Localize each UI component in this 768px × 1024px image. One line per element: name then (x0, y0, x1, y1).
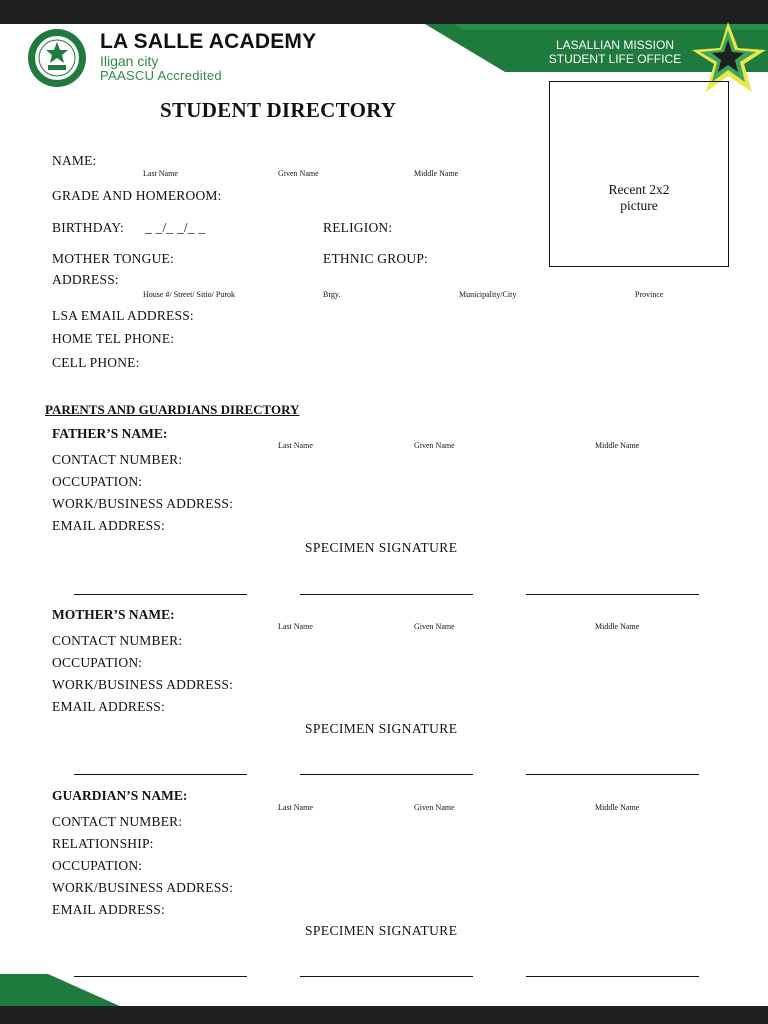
school-accreditation: PAASCU Accredited (100, 68, 222, 83)
mother-sub-middle: Middle Name (595, 622, 640, 631)
guardian-sub-middle: Middle Name (595, 803, 640, 812)
mother-work-address-label: WORK/BUSINESS ADDRESS: (52, 677, 234, 692)
photo-line1: Recent 2x2 (608, 182, 670, 197)
guardian-relationship-label: RELATIONSHIP: (52, 836, 154, 851)
mother-sub-last: Last Name (278, 622, 313, 631)
name-sub-middle: Middle Name (414, 169, 459, 178)
lsa-email-label: LSA EMAIL ADDRESS: (52, 308, 194, 323)
guardian-name-label: GUARDIAN’S NAME: (52, 788, 188, 803)
ethnic-group-label: ETHNIC GROUP: (323, 251, 428, 266)
mother-contact-label: CONTACT NUMBER: (52, 633, 183, 648)
father-occupation-label: OCCUPATION: (52, 474, 143, 489)
mother-tongue-label: MOTHER TONGUE: (52, 251, 174, 266)
mother-email-label: EMAIL ADDRESS: (52, 699, 165, 714)
address-label: ADDRESS: (52, 272, 119, 287)
mother-signature-line-2 (300, 774, 473, 775)
grade-homeroom-label: GRADE AND HOMEROOM: (52, 188, 222, 203)
name-sub-given: Given Name (278, 169, 319, 178)
guardian-signature-label: SPECIMEN SIGNATURE (305, 923, 458, 938)
school-name: LA SALLE ACADEMY (100, 30, 317, 53)
name-sub-last: Last Name (143, 169, 178, 178)
school-city: Iligan city (100, 53, 159, 69)
address-sub-province: Province (635, 290, 664, 299)
father-signature-line-2 (300, 594, 473, 595)
guardian-occupation-label: OCCUPATION: (52, 858, 143, 873)
parents-guardians-heading: PARENTS AND GUARDIANS DIRECTORY (45, 402, 300, 417)
guardian-email-label: EMAIL ADDRESS: (52, 902, 165, 917)
mother-occupation-label: OCCUPATION: (52, 655, 143, 670)
religion-label: RELIGION: (323, 220, 393, 235)
form-title: STUDENT DIRECTORY (160, 98, 397, 122)
address-sub-municipality: Municipality/City (459, 290, 517, 299)
photo-instructions (549, 182, 729, 214)
birthday-label: BIRTHDAY: (52, 220, 125, 235)
father-sub-given: Given Name (414, 441, 455, 450)
guardian-signature-line-2 (300, 976, 473, 977)
father-contact-label: CONTACT NUMBER: (52, 452, 183, 467)
guardian-sub-given: Given Name (414, 803, 455, 812)
photo-line2: picture (620, 198, 658, 213)
father-signature-line-1 (74, 594, 247, 595)
guardian-signature-line-3 (526, 976, 699, 977)
office-name-line2: STUDENT LIFE OFFICE (548, 52, 682, 66)
father-name-label: FATHER’S NAME: (52, 426, 168, 441)
guardian-contact-label: CONTACT NUMBER: (52, 814, 183, 829)
father-email-label: EMAIL ADDRESS: (52, 518, 165, 533)
mother-signature-line-1 (74, 774, 247, 775)
mother-name-label: MOTHER’S NAME: (52, 607, 175, 622)
mother-signature-line-3 (526, 774, 699, 775)
guardian-work-address-label: WORK/BUSINESS ADDRESS: (52, 880, 234, 895)
father-sub-last: Last Name (278, 441, 313, 450)
birthday-blank: _ _/_ _/_ _ (145, 220, 206, 235)
father-sub-middle: Middle Name (595, 441, 640, 450)
mother-sub-given: Given Name (414, 622, 455, 631)
guardian-sub-last: Last Name (278, 803, 313, 812)
school-seal-icon (22, 28, 92, 88)
name-label: NAME: (52, 153, 97, 168)
home-phone-label: HOME TEL PHONE: (52, 331, 175, 346)
address-sub-house: House #/ Street/ Sitio/ Purok (143, 290, 235, 299)
footer-bottom-bar (0, 1006, 768, 1024)
address-sub-brgy: Brgy. (323, 290, 341, 299)
mother-signature-label: SPECIMEN SIGNATURE (305, 721, 458, 736)
office-name-line1: LASALLIAN MISSION (555, 38, 675, 52)
cell-phone-label: CELL PHONE: (52, 355, 140, 370)
photo-box (549, 81, 729, 267)
father-signature-line-3 (526, 594, 699, 595)
father-work-address-label: WORK/BUSINESS ADDRESS: (52, 496, 234, 511)
father-signature-label: SPECIMEN SIGNATURE (305, 540, 458, 555)
